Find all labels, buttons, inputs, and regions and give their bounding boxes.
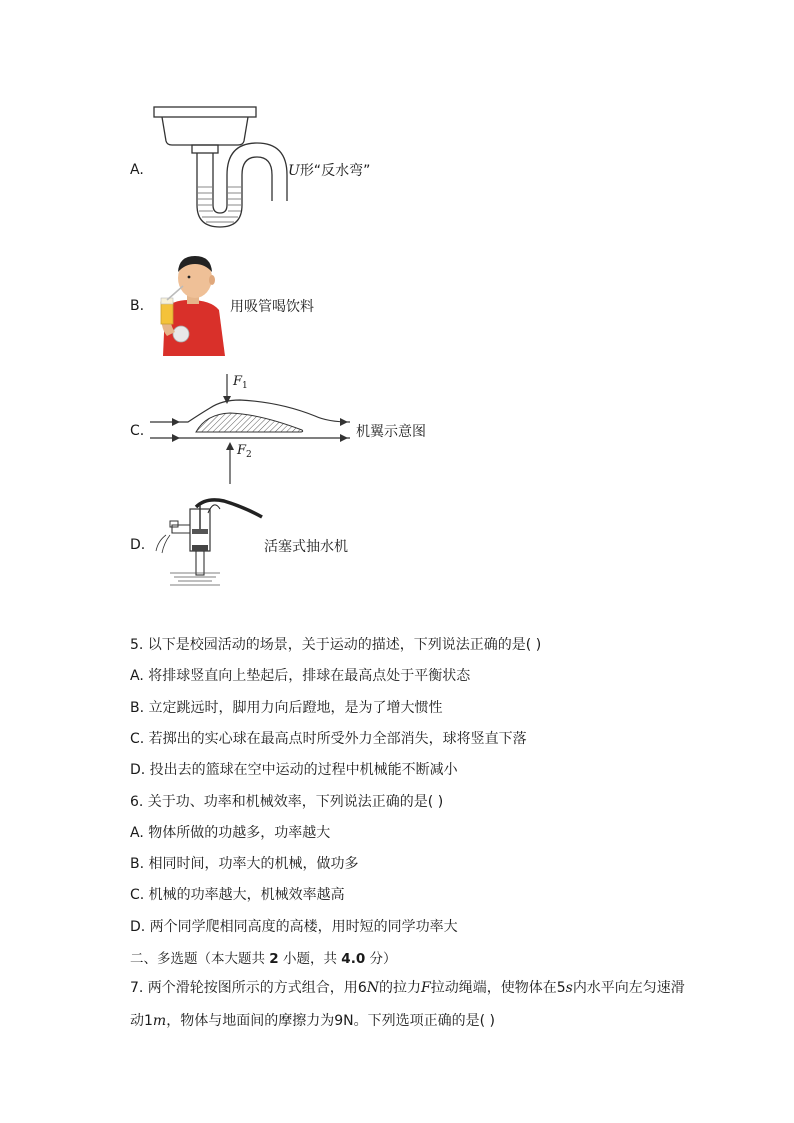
q6-option-d: D. 两个同学爬相同高度的高楼，用时短的同学功率大 xyxy=(130,919,458,935)
option-a-letter: A. xyxy=(130,162,144,178)
wing-caption: 机翼示意图 xyxy=(356,424,426,440)
q6-option-b: B. 相同时间，功率大的机械，做功多 xyxy=(130,856,359,872)
piston-pump-caption: 活塞式抽水机 xyxy=(264,539,348,555)
q5-option-c: C. 若掷出的实心球在最高点时所受外力全部消失，球将竖直下落 xyxy=(130,731,527,747)
boy-drinking-caption: 用吸管喝饮料 xyxy=(230,299,314,315)
option-c-letter: C. xyxy=(130,423,145,439)
wing-diagram xyxy=(150,370,355,490)
q6-option-a: A. 物体所做的功越多，功率越大 xyxy=(130,825,331,841)
q5-option-a: A. 将排球竖直向上垫起后，排球在最高点处于平衡状态 xyxy=(130,668,471,684)
q5-stem: 5. 以下是校园活动的场景，关于运动的描述，下列说法正确的是( ) xyxy=(130,637,542,653)
q5-option-d: D. 投出去的篮球在空中运动的过程中机械能不断减小 xyxy=(130,762,458,778)
force-f2-label: $F_2$ xyxy=(237,443,252,460)
boy-drinking-photo xyxy=(155,250,227,356)
u-trap-figure xyxy=(150,105,290,235)
q7-stem-line2: 动1m，物体与地面间的摩擦力为9N。下列选项正确的是( ) xyxy=(130,1013,495,1029)
q6-option-c: C. 机械的功率越大，机械效率越高 xyxy=(130,887,345,903)
q5-option-b: B. 立定跳远时，脚用力向后蹬地，是为了增大惯性 xyxy=(130,700,443,716)
piston-pump-figure xyxy=(150,495,265,590)
force-f1-label: $F_1$ xyxy=(233,374,248,391)
u-trap-caption: U形“反水弯” xyxy=(288,163,371,179)
q7-stem-line1: 7. 两个滑轮按图所示的方式组合，用6N的拉力F拉动绳端，使物体在5s内水平向左匀速滑 xyxy=(130,980,685,996)
q6-stem: 6. 关于功、功率和机械效率，下列说法正确的是( ) xyxy=(130,794,444,810)
option-b-letter: B. xyxy=(130,298,145,314)
section2-heading: 二、多选题（本大题共 2 小题，共 4.0 分） xyxy=(130,951,397,967)
option-d-letter: D. xyxy=(130,537,146,553)
